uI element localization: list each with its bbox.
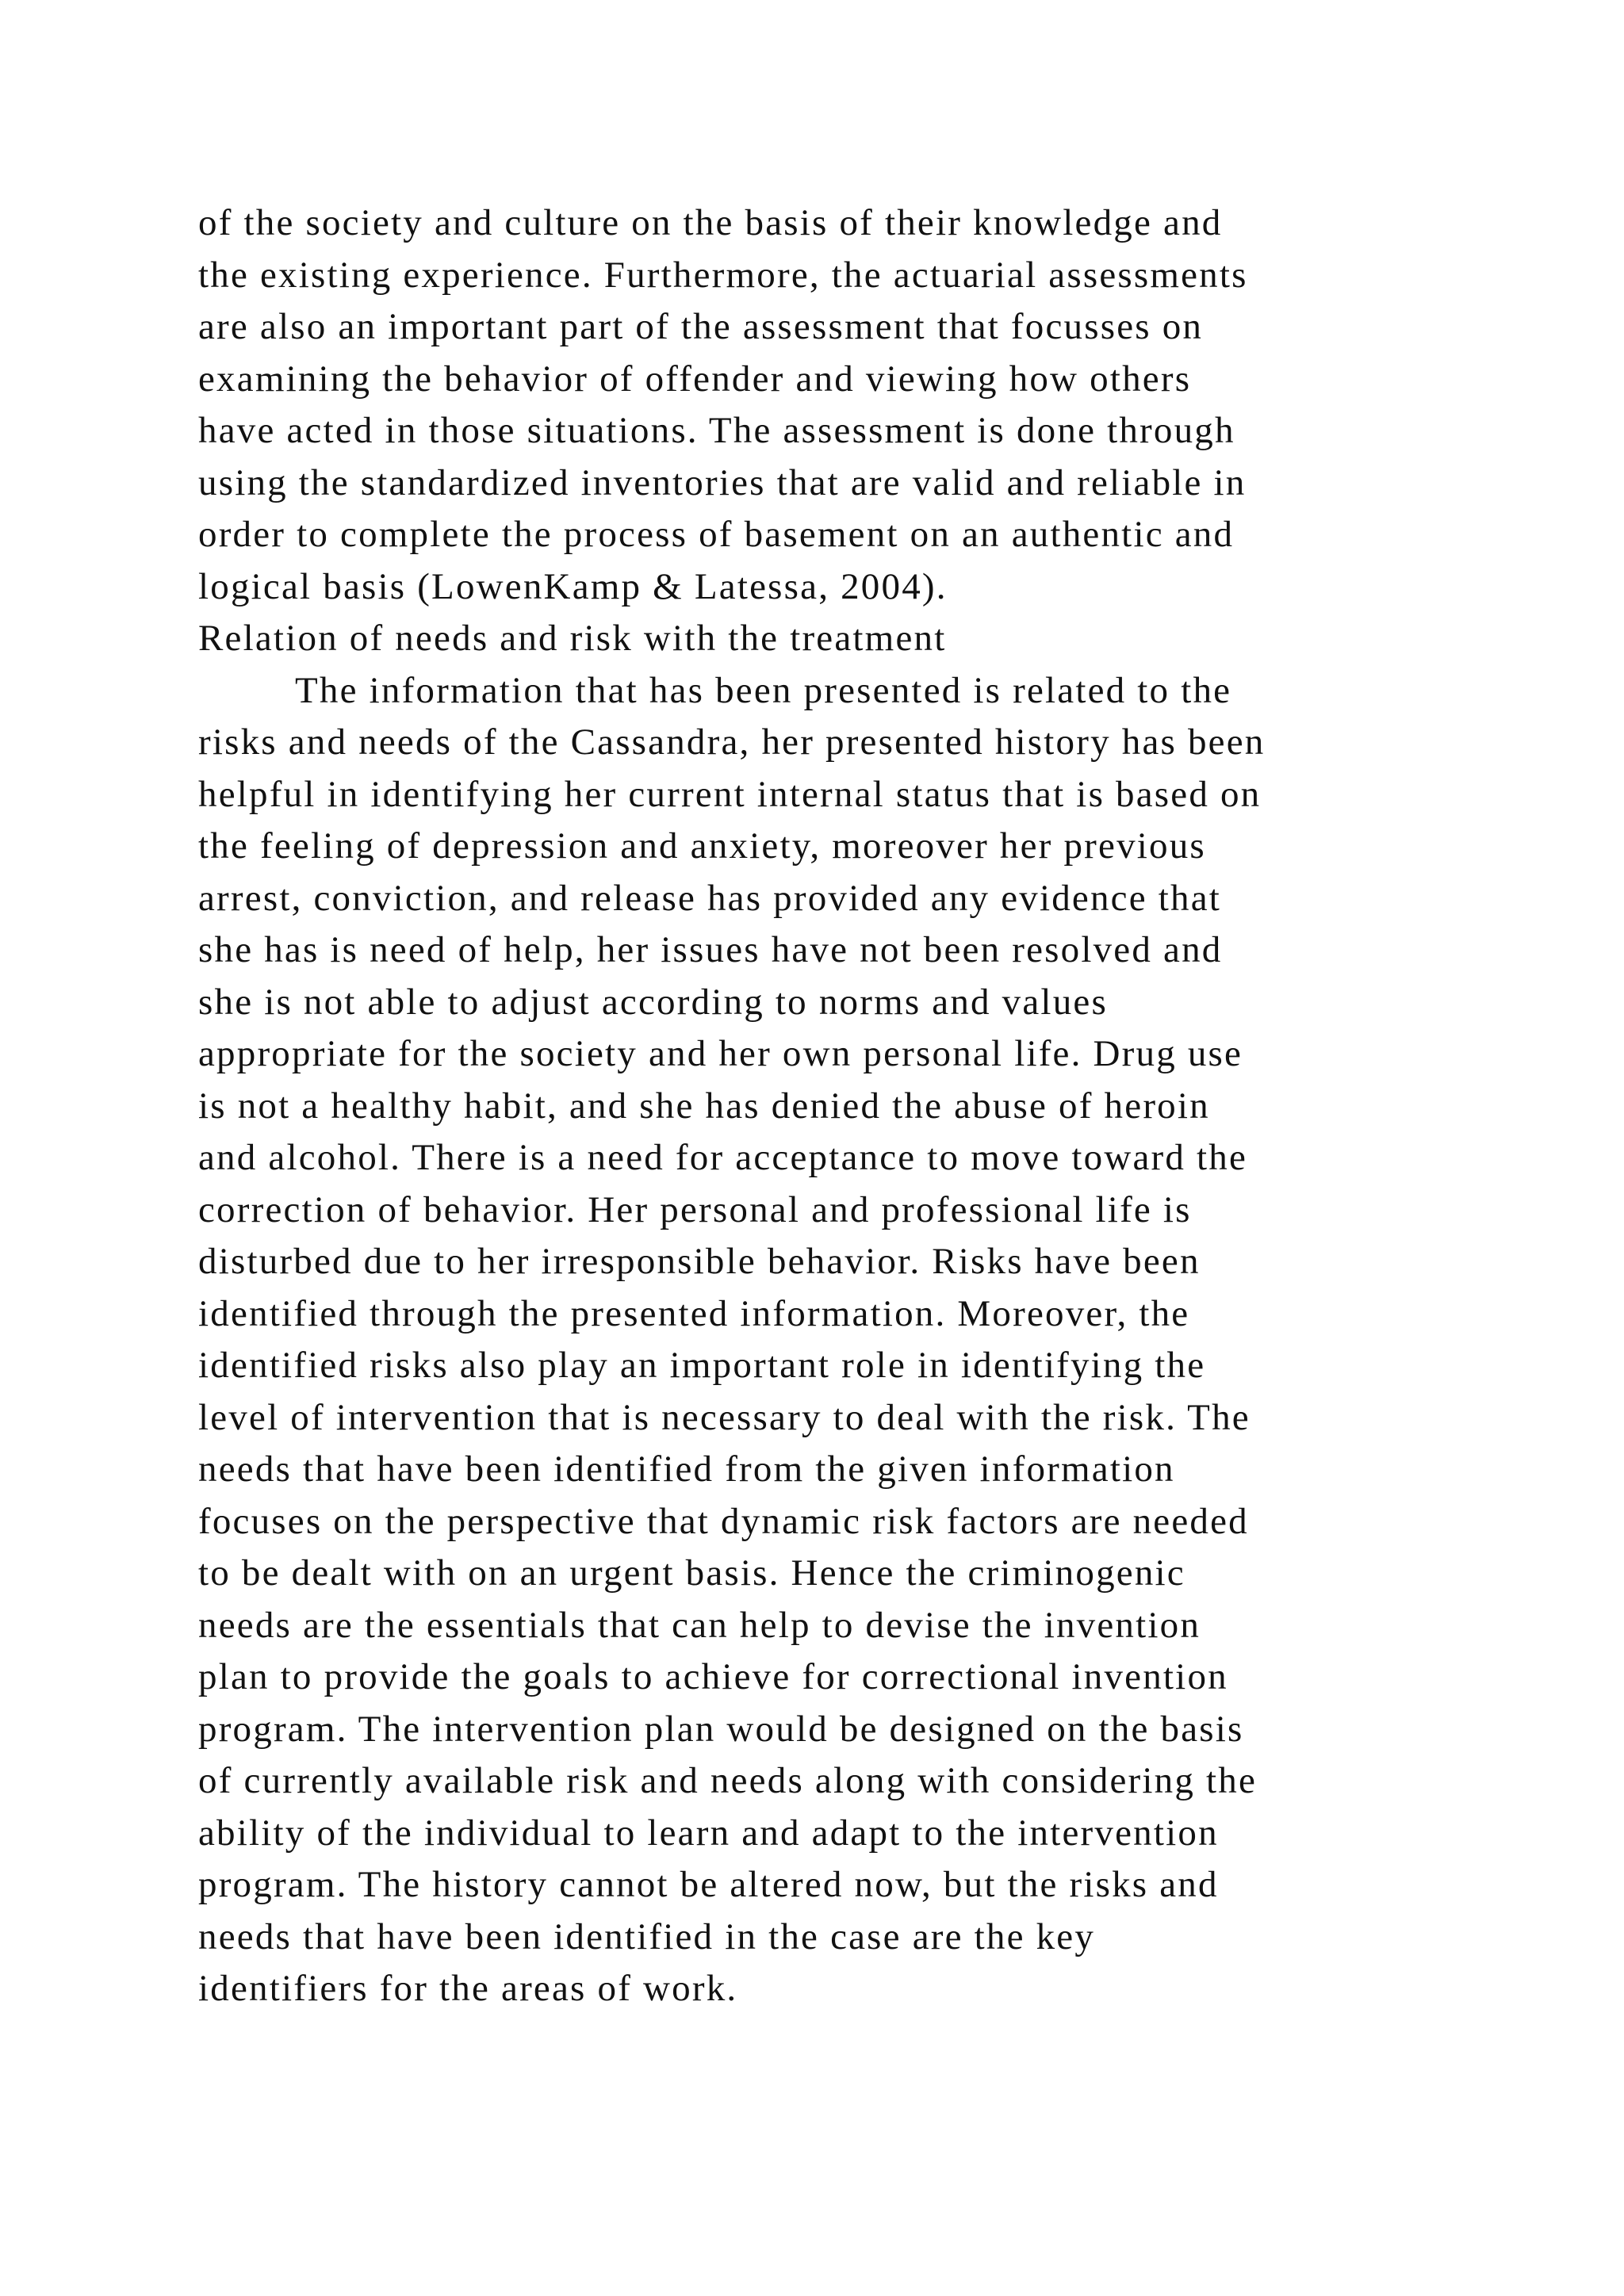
text-line: she is not able to adjust according to norms and values <box>198 981 1108 1023</box>
text-line: appropriate for the society and her own personal life. Drug use <box>198 1033 1243 1074</box>
document-body <box>198 197 1467 2015</box>
text-line: to be dealt with on an urgent basis. Hence the criminogenic <box>198 1552 1185 1594</box>
text-line: logical basis (LowenKamp & Latessa, 2004). <box>198 565 948 607</box>
text-line: needs that have been identified in the case are the key <box>198 1915 1096 1957</box>
text-line: identifiers for the areas of work. <box>198 1968 738 2009</box>
text-line: correction of behavior. Her personal and professional life is <box>198 1188 1192 1230</box>
text-line: level of intervention that is necessary to deal with the risk. The <box>198 1396 1251 1438</box>
text-line: risks and needs of the Cassandra, her presented history has been <box>198 721 1266 763</box>
text-line: plan to provide the goals to achieve for correctional invention <box>198 1656 1228 1697</box>
text-line: are also an important part of the assessment that focusses on <box>198 306 1204 347</box>
text-line: arrest, conviction, and release has provided any evidence that <box>198 877 1222 919</box>
text-line: and alcohol. There is a need for acceptance to move toward the <box>198 1137 1248 1178</box>
text-line: The information that has been presented is related to the <box>295 669 1232 711</box>
text-line: identified risks also play an important role in identifying the <box>198 1345 1206 1386</box>
text-line: examining the behavior of offender and viewing how others <box>198 358 1192 400</box>
text-line: program. The intervention plan would be designed on the basis <box>198 1708 1244 1750</box>
text-line: she has is need of help, her issues have not been resolved and <box>198 929 1223 970</box>
text-line: the feeling of depression and anxiety, moreover her previous <box>198 825 1206 867</box>
text-line: focuses on the perspective that dynamic risk factors are needed <box>198 1500 1249 1542</box>
text-line: needs that have been identified from the given information <box>198 1448 1175 1490</box>
text-line: disturbed due to her irresponsible behavior. Risks have been <box>198 1241 1201 1282</box>
text-line: identified through the presented information. Moreover, the <box>198 1292 1190 1334</box>
text-line: helpful in identifying her current internal status that is based on <box>198 773 1262 815</box>
paragraph-body <box>198 665 1467 2015</box>
text-line: of currently available risk and needs along with considering the <box>198 1760 1258 1801</box>
text-line: is not a healthy habit, and she has denied the abuse of heroin <box>198 1085 1210 1127</box>
paragraph-continuation <box>198 197 1467 613</box>
text-line: order to complete the process of basement on an authentic and <box>198 514 1235 555</box>
text-line: the existing experience. Furthermore, the actuarial assessments <box>198 254 1248 296</box>
text-line: of the society and culture on the basis of their knowledge and <box>198 202 1223 243</box>
section-heading: Relation of needs and risk with the treatment <box>198 618 947 659</box>
text-line: program. The history cannot be altered now, but the risks and <box>198 1864 1219 1905</box>
text-line: using the standardized inventories that are valid and reliable in <box>198 461 1247 503</box>
text-line: have acted in those situations. The assessment is done through <box>198 410 1235 451</box>
text-line: ability of the individual to learn and adapt to the intervention <box>198 1812 1219 1854</box>
text-line: needs are the essentials that can help to devise the invention <box>198 1604 1201 1646</box>
